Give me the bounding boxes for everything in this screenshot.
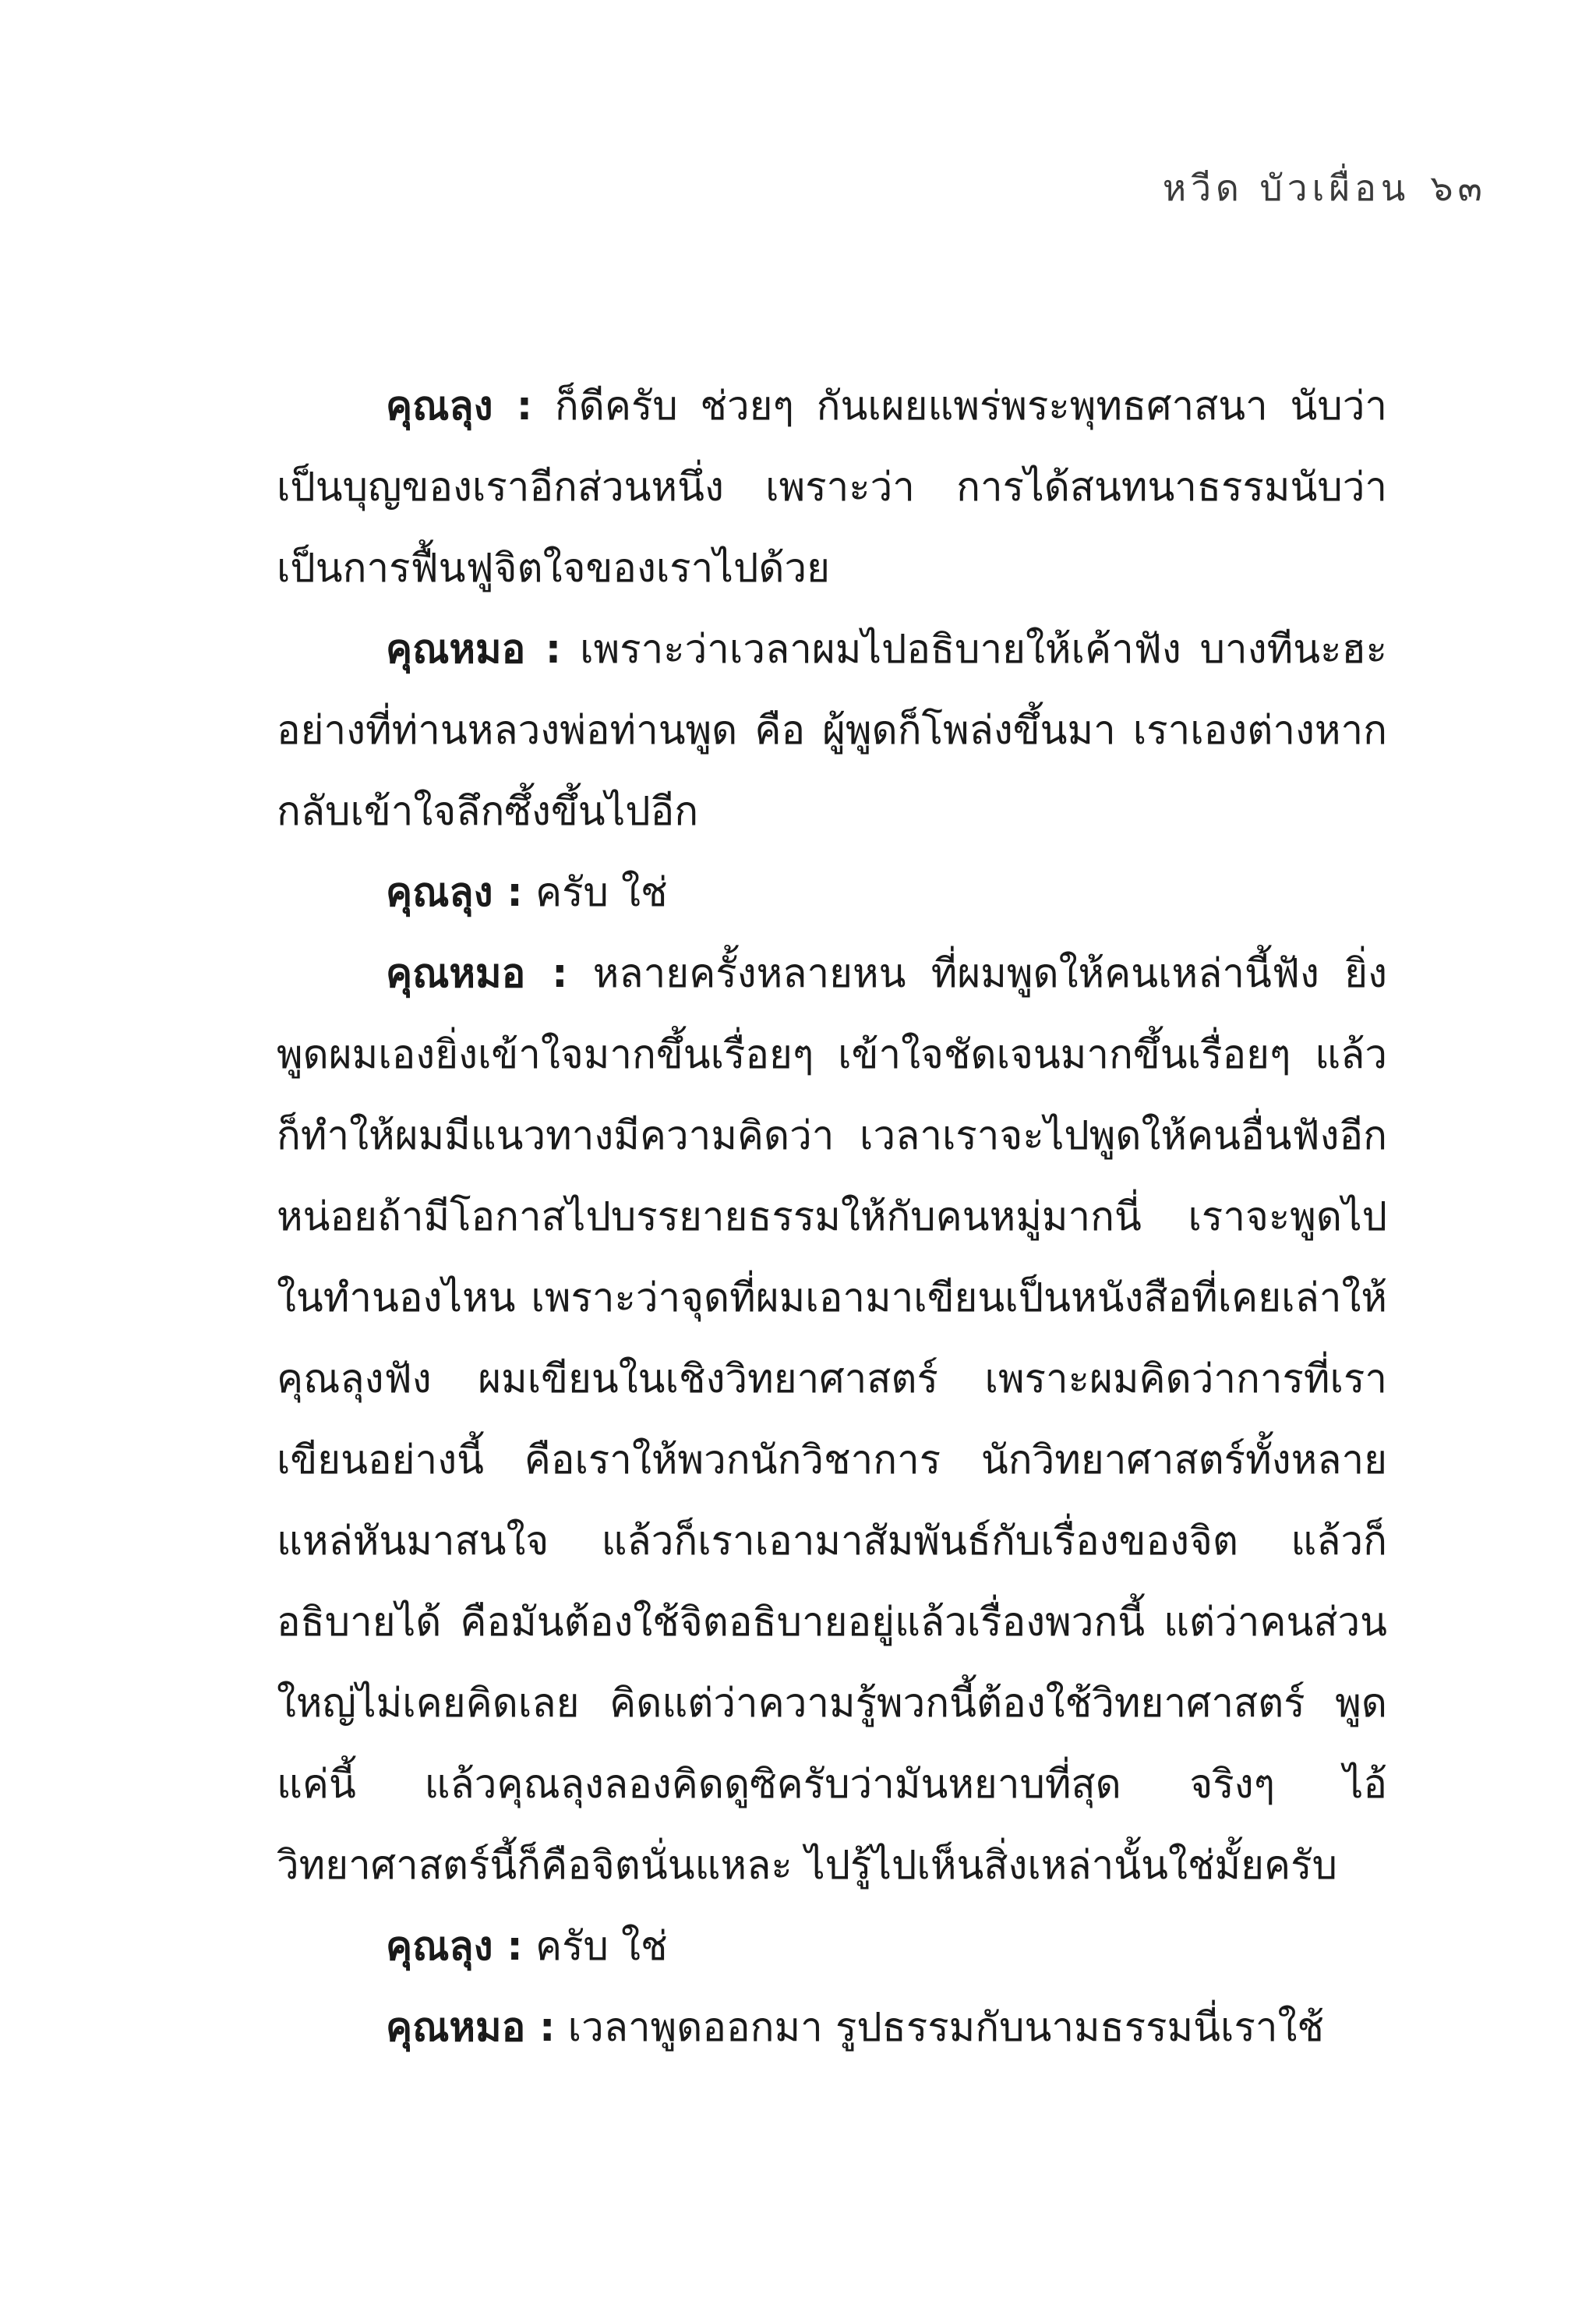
dialogue-paragraph [277, 1988, 1387, 2069]
speaker-label: คุณลุง : [386, 384, 533, 430]
dialogue-text: ครับ ใช่ [535, 870, 668, 916]
dialogue-text: ก็ดีครับ ช่วยๆ กันเผยแพร่พระพุทธศาสนา นับว่าเป็นบุญของเราอีกส่วนหนึ่ง เพราะว่า การได้สนทนาธรรมนับว่าเป็นการฟื้นฟูจิตใจของเราไปด้วย [277, 384, 1387, 592]
speaker-label: คุณหมอ : [386, 627, 562, 673]
dialogue-text: เพราะว่าเวลาผมไปอธิบายให้เค้าฟัง บางทีนะฮะ อย่างที่ท่านหลวงพ่อท่านพูด คือ ผู้พูดก็โพล่งขึ้นมา เราเองต่างหากกลับเข้าใจลึกซึ้งขึ้นไปอีก [277, 627, 1387, 835]
speaker-label: คุณหมอ : [386, 951, 568, 997]
dialogue-text: เวลาพูดออกมา รูปธรรมกับนามธรรมนี่เราใช้ [567, 2005, 1325, 2051]
header-author: หวีด บัวเผื่อน [1162, 167, 1411, 209]
dialogue-body [277, 366, 1387, 2069]
running-header [1142, 160, 1487, 217]
page-number: ๖๓ [1430, 167, 1487, 209]
dialogue-paragraph [277, 366, 1387, 610]
dialogue-paragraph [277, 853, 1387, 934]
speaker-label: คุณหมอ : [386, 2005, 556, 2051]
dialogue-paragraph [277, 610, 1387, 853]
speaker-label: คุณลุง : [386, 870, 523, 916]
dialogue-text: หลายครั้งหลายหน ที่ผมพูดให้คนเหล่านี้ฟัง ยิ่งพูดผมเองยิ่งเข้าใจมากขึ้นเรื่อยๆ เข้าใจชัดเจนมากขึ้นเรื่อยๆ แล้วก็ทำให้ผมมีแนวทางมีความคิดว่า เวลาเราจะไปพูดให้คนอื่นฟังอีกหน่อยถ้ามีโอกาสไปบรรยายธรรมให้กับคนหมู่มากนี่ เราจะพูดไปในทำนองไหน เพราะว่าจุดที่ผมเอามาเขียนเป็นหนังสือที่เคยเล่าให้คุณลุงฟัง ผมเขียนในเชิงวิทยาศาสตร์ เพราะผมคิดว่าการที่เราเขียนอย่างนี้ คือเราให้พวกนักวิชาการ นักวิทยาศาสตร์ทั้งหลายแหล่หันมาสนใจ แล้วก็เราเอามาสัมพันธ์กับเรื่องของจิต แล้วก็อธิบายได้ คือมันต้องใช้จิตอธิบายอยู่แล้วเรื่องพวกนี้ แต่ว่าคนส่วนใหญ่ไม่เคยคิดเลย คิดแต่ว่าความรู้พวกนี้ต้องใช้วิทยาศาสตร์ พูดแค่นี้ แล้วคุณลุงลองคิดดูซิครับว่ามันหยาบที่สุด จริงๆ ไอ้วิทยาศาสตร์นี้ก็คือจิตนั่นแหละ ไปรู้ไปเห็นสิ่งเหล่านั้นใช่มั้ยครับ [277, 951, 1387, 1889]
dialogue-paragraph [277, 1907, 1387, 1988]
speaker-label: คุณลุง : [386, 1924, 523, 1970]
dialogue-paragraph [277, 934, 1387, 1907]
dialogue-text: ครับ ใช่ [535, 1924, 668, 1970]
